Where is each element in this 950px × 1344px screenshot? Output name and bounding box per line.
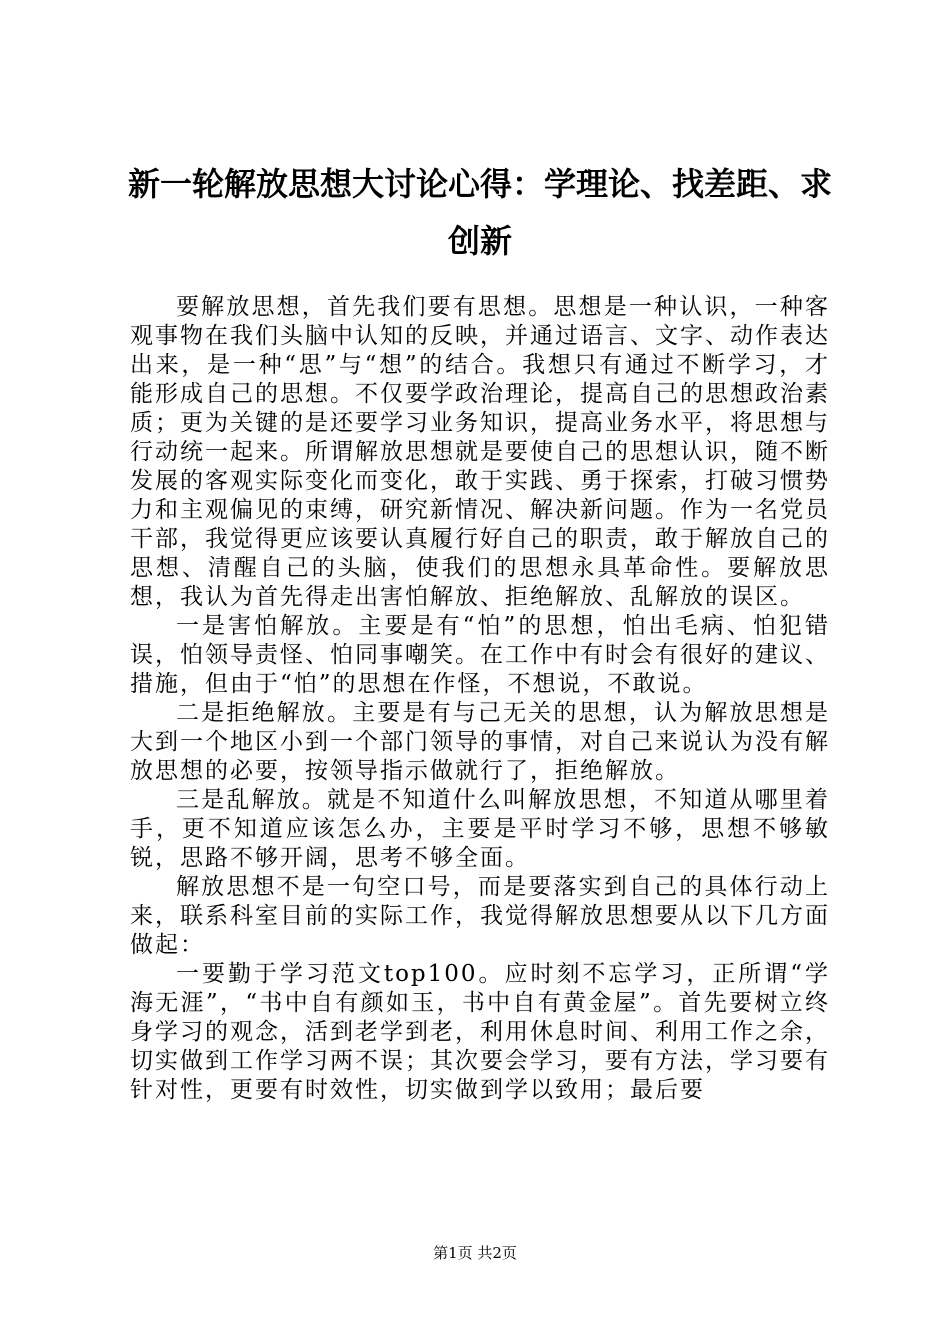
paragraph-chaos: 三是乱解放。就是不知道什么叫解放思想，不知道从哪里着手，更不知道应该怎么办，主要是平时学习不够，思想不够敏锐，思路不够开阔，思考不够全面。	[130, 787, 830, 871]
paragraph-action: 解放思想不是一句空口号，而是要落实到自己的具体行动上来，联系科室目前的实际工作，我觉得解放思想要从以下几方面做起：	[130, 874, 830, 958]
document-body	[130, 293, 830, 1105]
document-title: 新一轮解放思想大讨论心得：学理论、找差距、求创新	[127, 165, 832, 260]
paragraph-refuse: 二是拒绝解放。主要是有与己无关的思想，认为解放思想是大到一个地区小到一个部门领导的事情，对自己来说认为没有解放思想的必要，按领导指示做就行了，拒绝解放。	[130, 700, 830, 784]
page-footer: 第1页 共2页	[433, 1244, 517, 1262]
paragraph-study: 一要勤于学习范文top100。应时刻不忘学习，正所谓“学海无涯”，“书中自有颜如玉，书中自有黄金屋”。首先要树立终身学习的观念，活到老学到老，利用休息时间、利用工作之余，切实做到工作学习两不误；其次要会学习，要有方法，学习要有针对性，更要有时效性，切实做到学以致用；最后要	[130, 961, 830, 1103]
paragraph-fear: 一是害怕解放。主要是有“怕”的思想，怕出毛病、怕犯错误，怕领导责怪、怕同事嘲笑。在工作中有时会有很好的建议、措施，但由于“怕”的思想在作怪，不想说，不敢说。	[130, 613, 830, 697]
paragraph-intro: 要解放思想，首先我们要有思想。思想是一种认识，一种客观事物在我们头脑中认知的反映，并通过语言、文字、动作表达出来，是一种“思”与“想”的结合。我想只有通过不断学习，才能形成自己的思想。不仅要学政治理论，提高自己的思想政治素质；更为关键的是还要学习业务知识，提高业务水平，将思想与行动统一起来。所谓解放思想就是要使自己的思想认识，随不断发展的客观实际变化而变化，敢于实践、勇于探索，打破习惯势力和主观偏见的束缚，研究新情况、解决新问题。作为一名党员干部，我觉得更应该要认真履行好自己的职责，敢于解放自己的思想、清醒自己的头脑，使我们的思想永具革命性。要解放思想，我认为首先得走出害怕解放、拒绝解放、乱解放的误区。	[130, 294, 830, 610]
